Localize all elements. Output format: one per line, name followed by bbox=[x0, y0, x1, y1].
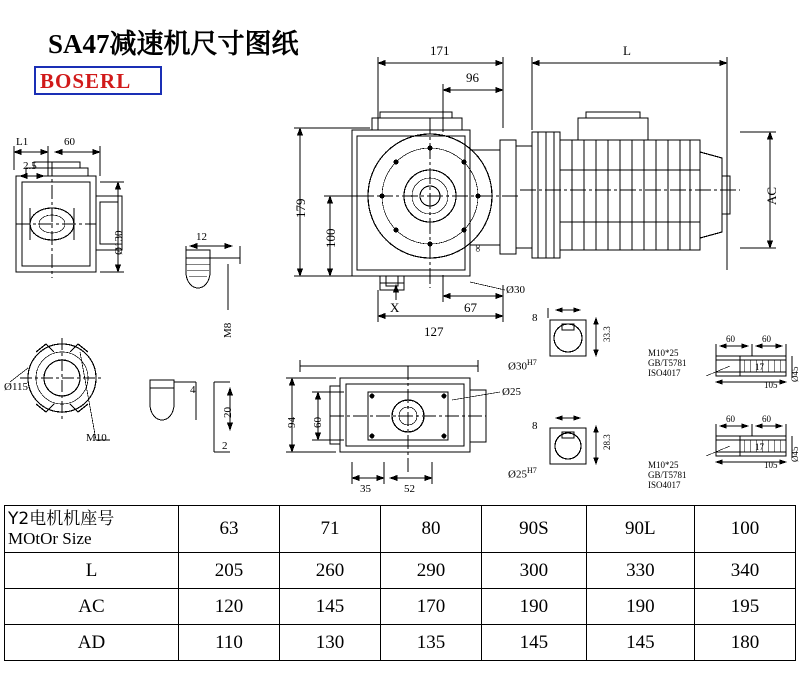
table-cell: 195 bbox=[694, 589, 795, 625]
dim-dia30: Ø30 bbox=[506, 284, 525, 296]
table-cell: 180 bbox=[694, 625, 795, 661]
table-row-label: AD bbox=[5, 625, 179, 661]
table-header-label bbox=[5, 506, 179, 553]
table-row-label: L bbox=[5, 553, 179, 589]
bolt-105-lower: 105 bbox=[764, 460, 778, 470]
bolt-std2: ISO4017 bbox=[648, 368, 681, 378]
dim-L: L bbox=[623, 43, 631, 58]
dim-L1: L1 bbox=[16, 136, 29, 148]
detail-dia25h7: $Ø25^{H7}$ bbox=[508, 466, 537, 481]
table-cell: 120 bbox=[179, 589, 280, 625]
detail-33p3: 33.3 bbox=[602, 326, 612, 342]
table-cell: 290 bbox=[381, 553, 482, 589]
table-cell: 300 bbox=[482, 553, 587, 589]
table-row bbox=[5, 553, 796, 589]
dim-X: X bbox=[390, 300, 400, 315]
bolt-dia45: Ø45 bbox=[790, 366, 800, 382]
table-cell: 190 bbox=[482, 589, 587, 625]
bolt-60-a-lower: 60 bbox=[726, 414, 735, 424]
table-col-head: 63 bbox=[179, 506, 280, 553]
spec-table bbox=[4, 505, 796, 661]
table-cell: 110 bbox=[179, 625, 280, 661]
logo-text: BOSERL bbox=[40, 69, 132, 93]
detail-dia30h7: $Ø30^{H7}$ bbox=[508, 358, 537, 373]
table-header-row bbox=[5, 506, 796, 553]
table-cell: 190 bbox=[586, 589, 694, 625]
table-cell: 130 bbox=[280, 625, 381, 661]
dim-60-bottom: 60 bbox=[312, 417, 324, 428]
dim-100: 100 bbox=[323, 228, 338, 248]
table-col-head: 90L bbox=[586, 506, 694, 553]
table-cell: 330 bbox=[586, 553, 694, 589]
dim-67: 67 bbox=[464, 300, 477, 315]
dim-AC: AC bbox=[764, 186, 779, 205]
bolt-105: 105 bbox=[764, 380, 778, 390]
dim-52: 52 bbox=[404, 483, 415, 495]
table-row bbox=[5, 625, 796, 661]
dim-M10: M10 bbox=[86, 432, 107, 444]
bolt-17-lower: 17 bbox=[755, 442, 764, 452]
table-col-head: 90S bbox=[482, 506, 587, 553]
table-header-label-cn: Y2电机机座号 bbox=[8, 509, 115, 529]
dim-179: 179 bbox=[293, 198, 308, 218]
bolt-60-b-lower: 60 bbox=[762, 414, 771, 424]
dim-171: 171 bbox=[430, 43, 450, 58]
table-cell: 145 bbox=[280, 589, 381, 625]
dim-96: 96 bbox=[466, 70, 479, 85]
bolt-thread: M10*25 bbox=[648, 348, 679, 358]
page-title: SA47减速机尺寸图纸 bbox=[48, 29, 299, 59]
dim-M8: M8 bbox=[222, 322, 234, 338]
bolt-thread-lower: M10*25 bbox=[648, 460, 679, 470]
bolt-60-b: 60 bbox=[762, 334, 771, 344]
dim-dia115: Ø115 bbox=[4, 381, 29, 393]
detail-8-upper: 8 bbox=[532, 312, 538, 324]
dim-127: 127 bbox=[424, 324, 444, 339]
dim-94: 94 bbox=[286, 417, 298, 428]
dim-2p5: 2.5 bbox=[23, 160, 37, 172]
table-col-head: 100 bbox=[694, 506, 795, 553]
bolt-60-a: 60 bbox=[726, 334, 735, 344]
bolt-std2-lower: ISO4017 bbox=[648, 480, 681, 490]
table-row-label: AC bbox=[5, 589, 179, 625]
table-cell: 340 bbox=[694, 553, 795, 589]
dim-20: 20 bbox=[222, 407, 234, 418]
table-cell: 170 bbox=[381, 589, 482, 625]
table-cell: 135 bbox=[381, 625, 482, 661]
table-cell: 260 bbox=[280, 553, 381, 589]
dim-60: 60 bbox=[64, 136, 75, 148]
dim-dia130: Ø130 bbox=[113, 230, 125, 255]
table-cell: 145 bbox=[482, 625, 587, 661]
table-header-label-en: MOtOr Size bbox=[8, 529, 92, 548]
detail-8-lower: 8 bbox=[532, 420, 538, 432]
detail-28p3: 28.3 bbox=[602, 434, 612, 450]
dim-dia25: Ø25 bbox=[502, 386, 521, 398]
table-col-head: 80 bbox=[381, 506, 482, 553]
table-cell: 145 bbox=[586, 625, 694, 661]
dim-35: 35 bbox=[360, 483, 371, 495]
dim-2: 2 bbox=[222, 440, 228, 452]
bolt-17: 17 bbox=[755, 362, 764, 372]
table-row bbox=[5, 589, 796, 625]
bolt-dia45-lower: Ø45 bbox=[790, 446, 800, 462]
dim-oo-mark: ∞ bbox=[472, 244, 484, 252]
bolt-std1-lower: GB/T5781 bbox=[648, 470, 687, 480]
table-col-head: 71 bbox=[280, 506, 381, 553]
bolt-std1: GB/T5781 bbox=[648, 358, 687, 368]
table-cell: 205 bbox=[179, 553, 280, 589]
dim-4: 4 bbox=[190, 384, 196, 396]
dim-12: 12 bbox=[196, 231, 207, 243]
